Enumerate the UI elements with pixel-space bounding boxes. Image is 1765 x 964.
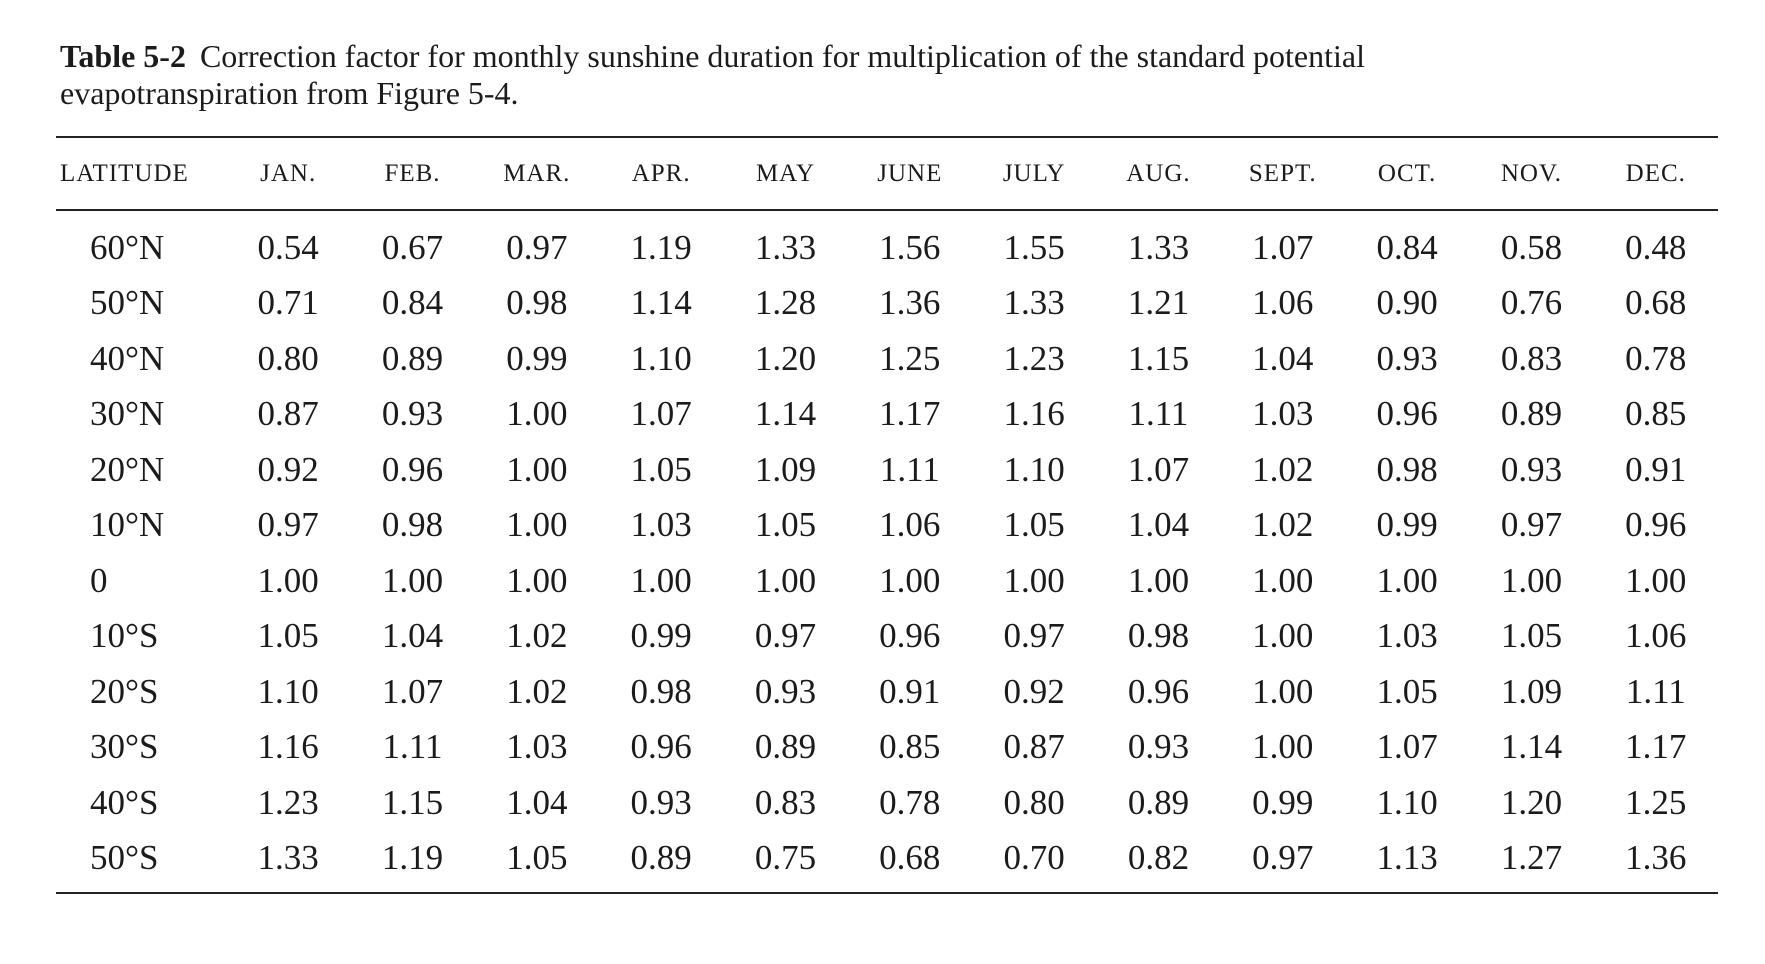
latitude-cell: 10°N	[90, 505, 165, 545]
latitude-cell: 40°N	[90, 338, 165, 378]
factor-cell: 1.03	[1376, 616, 1438, 656]
table-row	[56, 208, 1718, 276]
table-caption	[60, 38, 1600, 112]
factor-cell: 0.93	[754, 671, 817, 711]
factor-cell: 0.99	[1252, 782, 1314, 822]
column-header: AUG.	[1126, 160, 1191, 187]
factor-cell: 1.19	[630, 227, 692, 267]
factor-cell: 1.15	[381, 782, 444, 822]
factor-cell: 1.33	[257, 838, 319, 878]
factor-cell: 1.10	[1003, 449, 1065, 489]
factor-cell: 0.89	[630, 838, 692, 878]
factor-cell: 1.00	[506, 505, 568, 545]
factor-cell: 1.05	[1376, 671, 1438, 711]
factor-cell: 1.00	[1127, 560, 1190, 600]
factor-cell: 0.68	[879, 838, 941, 878]
factor-cell: 0.97	[1252, 838, 1314, 878]
latitude-cell: 50°S	[90, 838, 159, 878]
factor-cell: 1.06	[1625, 616, 1687, 656]
factor-cell: 1.04	[381, 616, 444, 656]
factor-cell: 0.83	[754, 782, 817, 822]
factor-cell: 1.02	[506, 671, 568, 711]
column-header: OCT.	[1377, 160, 1437, 187]
factor-cell: 0.96	[879, 616, 941, 656]
latitude-cell: 50°N	[90, 283, 165, 323]
column-header: APR.	[631, 160, 691, 187]
factor-cell: 1.11	[1128, 394, 1189, 434]
factor-cell: 1.23	[257, 782, 319, 822]
factor-cell: 0.97	[506, 227, 568, 267]
factor-cell: 1.00	[754, 560, 817, 600]
table-header-row	[56, 140, 1718, 208]
factor-cell: 0.75	[754, 838, 817, 878]
factor-cell: 1.00	[879, 560, 941, 600]
table-row	[56, 442, 1718, 498]
column-header: JUNE	[877, 160, 943, 187]
correction-factor-table	[56, 140, 1718, 886]
factor-cell: 1.00	[506, 394, 568, 434]
factor-cell: 0.68	[1625, 283, 1687, 323]
factor-cell: 0.99	[630, 616, 692, 656]
factor-cell: 1.11	[1625, 671, 1686, 711]
factor-cell: 1.07	[1127, 449, 1190, 489]
factor-cell: 1.04	[1252, 338, 1314, 378]
factor-cell: 1.17	[1625, 727, 1687, 767]
table-top-rule	[56, 136, 1718, 138]
factor-cell: 1.02	[1252, 505, 1314, 545]
factor-cell: 1.07	[1252, 227, 1314, 267]
factor-cell: 1.00	[1252, 560, 1314, 600]
column-header: MAY	[755, 160, 815, 187]
factor-cell: 0.93	[1127, 727, 1190, 767]
factor-cell: 1.27	[1500, 838, 1563, 878]
factor-cell: 1.05	[754, 505, 817, 545]
factor-cell: 1.09	[754, 449, 817, 489]
factor-cell: 0.99	[506, 338, 568, 378]
factor-cell: 1.33	[1127, 227, 1190, 267]
factor-cell: 1.16	[257, 727, 319, 767]
factor-cell: 1.02	[506, 616, 568, 656]
factor-cell: 1.09	[1500, 671, 1563, 711]
table-row	[56, 609, 1718, 665]
factor-cell: 1.16	[1003, 394, 1065, 434]
table-row	[56, 720, 1718, 776]
factor-cell: 1.00	[257, 560, 319, 600]
latitude-cell: 40°S	[90, 782, 159, 822]
factor-cell: 1.25	[1625, 782, 1687, 822]
factor-cell: 0.93	[1376, 338, 1438, 378]
factor-cell: 1.14	[1500, 727, 1563, 767]
factor-cell: 1.00	[630, 560, 692, 600]
latitude-cell: 20°S	[90, 671, 159, 711]
factor-cell: 0.71	[257, 283, 319, 323]
factor-cell: 1.00	[506, 449, 568, 489]
factor-cell: 0.67	[381, 227, 444, 267]
factor-cell: 0.99	[1376, 505, 1438, 545]
table-row	[56, 664, 1718, 720]
factor-cell: 1.11	[382, 727, 443, 767]
column-header: MAR.	[503, 160, 571, 187]
factor-cell: 0.80	[1003, 782, 1065, 822]
factor-cell: 0.93	[630, 782, 692, 822]
factor-cell: 0.58	[1500, 227, 1563, 267]
factor-cell: 0.78	[1625, 338, 1687, 378]
factor-cell: 1.20	[754, 338, 817, 378]
factor-cell: 0.89	[381, 338, 444, 378]
factor-cell: 1.10	[630, 338, 692, 378]
factor-cell: 1.05	[1003, 505, 1065, 545]
factor-cell: 0.85	[879, 727, 941, 767]
factor-cell: 1.00	[1252, 727, 1314, 767]
factor-cell: 0.48	[1625, 227, 1687, 267]
factor-cell: 0.96	[1127, 671, 1190, 711]
factor-cell: 1.05	[1500, 616, 1563, 656]
caption-text: Correction factor for monthly sunshine duration for multiplication of the standard potential evapotranspiration from Figure 5-4.	[60, 38, 1365, 111]
factor-cell: 0.89	[754, 727, 817, 767]
factor-cell: 0.97	[754, 616, 817, 656]
column-header: FEB.	[384, 160, 441, 187]
factor-cell: 0.54	[257, 227, 319, 267]
factor-cell: 0.96	[1376, 394, 1438, 434]
factor-cell: 1.33	[1003, 283, 1065, 323]
factor-cell: 1.00	[1252, 671, 1314, 711]
latitude-cell: 30°S	[90, 727, 159, 767]
column-header: JAN.	[260, 160, 317, 187]
column-header: SEPT.	[1248, 160, 1317, 187]
factor-cell: 1.07	[1376, 727, 1438, 767]
table-bottom-rule	[56, 892, 1718, 894]
factor-cell: 1.05	[257, 616, 319, 656]
factor-cell: 0.97	[1500, 505, 1563, 545]
latitude-cell: 0	[90, 560, 108, 600]
factor-cell: 0.98	[630, 671, 692, 711]
factor-cell: 0.80	[257, 338, 319, 378]
factor-cell: 1.55	[1003, 227, 1065, 267]
factor-cell: 1.04	[1127, 505, 1190, 545]
factor-cell: 1.03	[506, 727, 568, 767]
factor-cell: 1.10	[257, 671, 319, 711]
table-row	[56, 775, 1718, 831]
factor-cell: 1.11	[879, 449, 940, 489]
table-row	[56, 553, 1718, 609]
factor-cell: 1.00	[1500, 560, 1563, 600]
table-row	[56, 387, 1718, 443]
factor-cell: 0.98	[1376, 449, 1438, 489]
factor-cell: 0.93	[1500, 449, 1563, 489]
factor-cell: 1.33	[754, 227, 817, 267]
factor-cell: 1.00	[1625, 560, 1687, 600]
factor-cell: 1.23	[1003, 338, 1065, 378]
table-row	[56, 831, 1718, 887]
factor-cell: 1.20	[1500, 782, 1563, 822]
table-row	[56, 498, 1718, 554]
table-body	[56, 208, 1718, 886]
table-row	[56, 276, 1718, 332]
factor-cell: 1.05	[630, 449, 692, 489]
factor-cell: 1.28	[754, 283, 817, 323]
factor-cell: 1.05	[506, 838, 568, 878]
latitude-cell: 30°N	[90, 394, 165, 434]
column-header: DEC.	[1625, 160, 1686, 187]
factor-cell: 1.00	[1003, 560, 1065, 600]
factor-cell: 1.03	[1252, 394, 1314, 434]
factor-cell: 0.92	[257, 449, 319, 489]
factor-cell: 1.36	[879, 283, 941, 323]
factor-cell: 0.97	[257, 505, 319, 545]
factor-cell: 1.17	[879, 394, 941, 434]
factor-cell: 1.13	[1376, 838, 1438, 878]
factor-cell: 1.00	[1252, 616, 1314, 656]
factor-cell: 0.78	[879, 782, 941, 822]
latitude-cell: 10°S	[90, 616, 159, 656]
factor-cell: 0.96	[630, 727, 692, 767]
factor-cell: 1.19	[381, 838, 444, 878]
factor-cell: 0.90	[1376, 283, 1438, 323]
factor-cell: 1.36	[1625, 838, 1687, 878]
factor-cell: 0.70	[1003, 838, 1065, 878]
factor-cell: 1.10	[1376, 782, 1438, 822]
table-label: Table 5-2	[60, 38, 186, 74]
factor-cell: 1.06	[879, 505, 941, 545]
factor-cell: 0.98	[1127, 616, 1190, 656]
factor-cell: 1.04	[506, 782, 568, 822]
factor-cell: 0.89	[1500, 394, 1563, 434]
factor-cell: 1.00	[381, 560, 444, 600]
column-header: NOV.	[1500, 160, 1563, 187]
factor-cell: 1.14	[630, 283, 692, 323]
factor-cell: 0.85	[1625, 394, 1687, 434]
factor-cell: 1.00	[506, 560, 568, 600]
factor-cell: 1.21	[1127, 283, 1190, 323]
factor-cell: 0.84	[1376, 227, 1438, 267]
factor-cell: 1.14	[754, 394, 817, 434]
factor-cell: 0.84	[381, 283, 444, 323]
factor-cell: 0.97	[1003, 616, 1065, 656]
column-header: JULY	[1002, 160, 1066, 187]
factor-cell: 0.96	[1625, 505, 1687, 545]
factor-cell: 1.25	[879, 338, 941, 378]
factor-cell: 1.03	[630, 505, 692, 545]
factor-cell: 0.76	[1500, 283, 1563, 323]
factor-cell: 1.06	[1252, 283, 1314, 323]
factor-cell: 1.56	[879, 227, 941, 267]
factor-cell: 0.83	[1500, 338, 1563, 378]
factor-cell: 0.87	[1003, 727, 1065, 767]
factor-cell: 0.91	[879, 671, 941, 711]
factor-cell: 0.98	[506, 283, 568, 323]
factor-cell: 1.07	[381, 671, 444, 711]
factor-cell: 0.87	[257, 394, 319, 434]
factor-cell: 0.98	[381, 505, 444, 545]
column-header-latitude: LATITUDE	[60, 160, 189, 187]
factor-cell: 0.89	[1127, 782, 1190, 822]
factor-cell: 1.02	[1252, 449, 1314, 489]
latitude-cell: 20°N	[90, 449, 165, 489]
latitude-cell: 60°N	[90, 227, 165, 267]
factor-cell: 0.92	[1003, 671, 1065, 711]
table-row	[56, 331, 1718, 387]
factor-cell: 0.82	[1127, 838, 1190, 878]
factor-cell: 1.00	[1376, 560, 1438, 600]
factor-cell: 1.15	[1127, 338, 1190, 378]
factor-cell: 0.93	[381, 394, 444, 434]
factor-cell: 1.07	[630, 394, 692, 434]
factor-cell: 0.91	[1625, 449, 1687, 489]
factor-cell: 0.96	[381, 449, 444, 489]
